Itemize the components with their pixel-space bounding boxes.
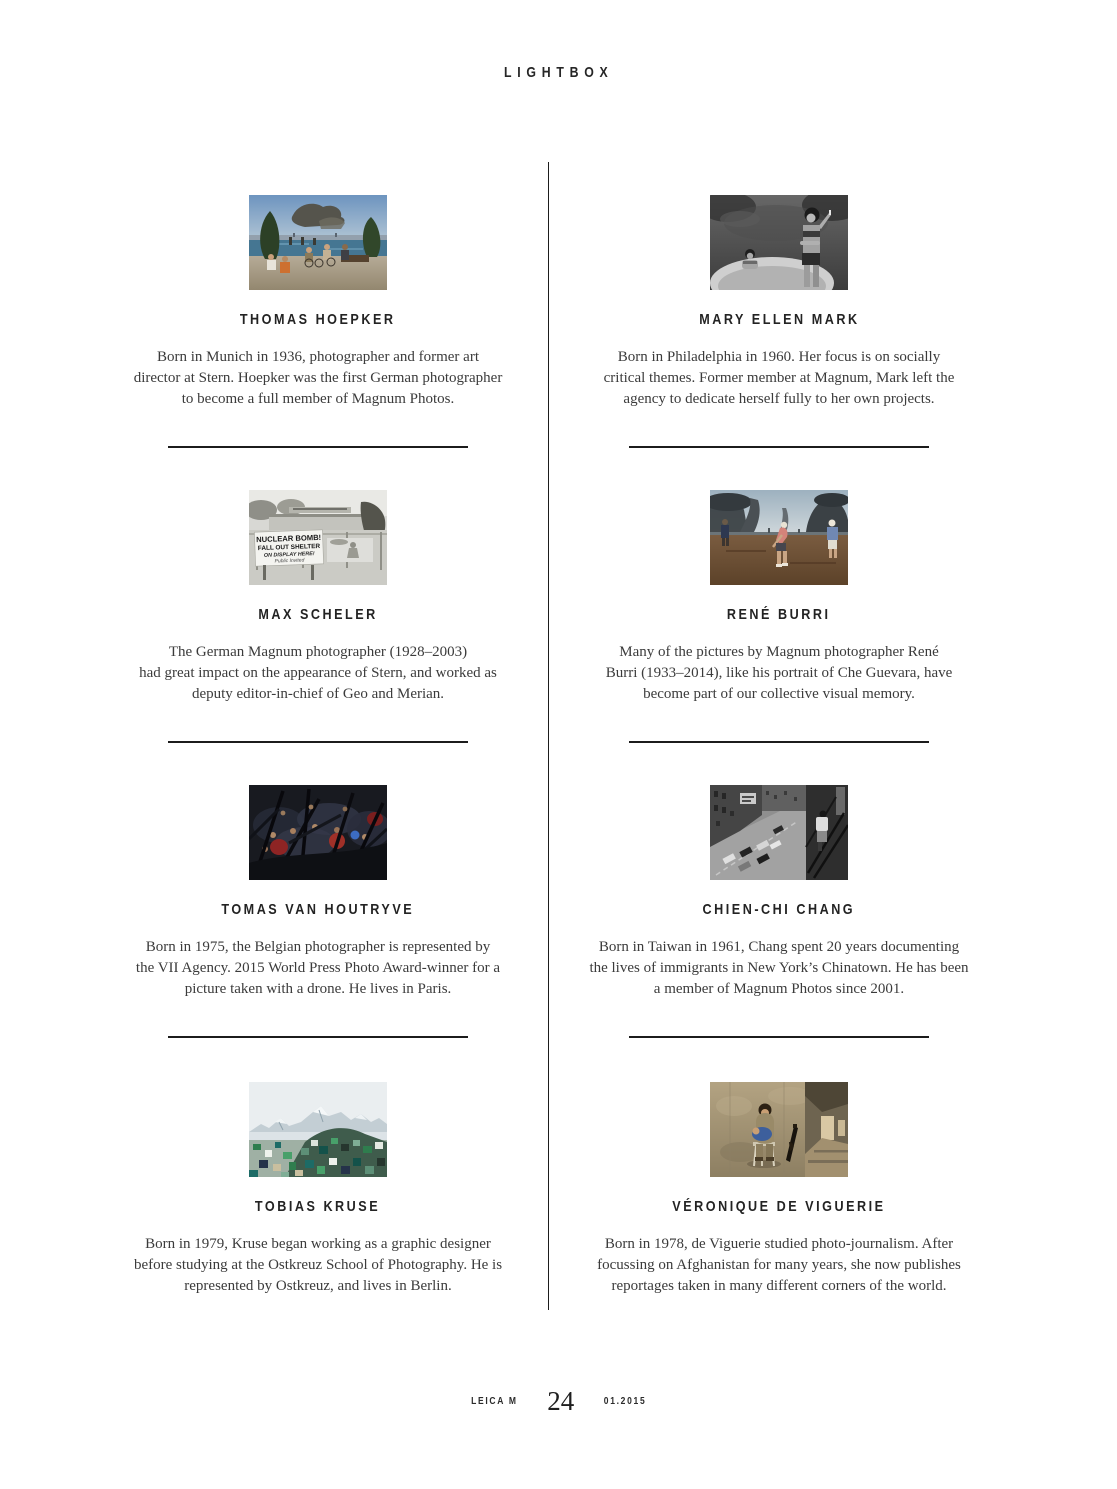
- photographer-bio: The German Magnum photographer (1928–2003) had great impact on the appearance of Stern, and worked as deputy editor-in-chief of Geo and Merian.: [139, 644, 497, 702]
- section-divider: [629, 1036, 929, 1038]
- sign-line: NUCLEAR BOMB!: [256, 532, 322, 545]
- sign-line: FALL OUT SHELTER: [257, 542, 321, 553]
- photographer-name: VÉRONIQUE DE VIGUERIE: [672, 1198, 886, 1215]
- section-divider: [168, 741, 468, 743]
- footer-brand: LEICA M: [470, 1396, 518, 1407]
- page-footer: [0, 1386, 1117, 1417]
- sign-line: ON DISPLAY HERE!: [263, 551, 315, 559]
- photographer-name: TOBIAS KRUSE: [255, 1198, 381, 1215]
- photo-max-scheler: [249, 490, 387, 585]
- entry-mary-ellen-mark: [549, 195, 1009, 410]
- photo-mary-ellen-mark: [710, 195, 848, 290]
- photo-tobias-kruse: [249, 1082, 387, 1177]
- photo-veronique-de-viguerie: [710, 1082, 848, 1177]
- entry-tobias-kruse: [88, 1082, 548, 1297]
- entry-max-scheler: [88, 490, 548, 705]
- photographer-bio: Born in Munich in 1936, photographer and former art director at Stern. Hoepker was the first German photographer to become a full member of Magnum Photos.: [133, 349, 503, 407]
- section-divider: [629, 741, 929, 743]
- photographer-name: CHIEN-CHI CHANG: [702, 901, 856, 918]
- photographer-name: TOMAS VAN HOUTRYVE: [221, 901, 415, 918]
- footer-page-number: 24: [547, 1386, 575, 1416]
- page-title: LIGHTBOX: [503, 64, 614, 81]
- photographer-bio: Born in 1978, de Viguerie studied photo-journalism. After focussing on Afghanistan for many years, she now publishes reportages taken in many different corners of the world.: [597, 1236, 961, 1294]
- photo-rene-burri: [710, 490, 848, 585]
- photographer-name: THOMAS HOEPKER: [240, 311, 396, 328]
- entry-veronique-de-viguerie: [549, 1082, 1009, 1297]
- section-divider: [629, 446, 929, 448]
- footer-issue: 01.2015: [604, 1396, 647, 1407]
- photo-thomas-hoepker: [249, 195, 387, 290]
- entry-thomas-hoepker: [88, 195, 548, 410]
- photographer-bio: Born in 1979, Kruse began working as a graphic designer before studying at the Ostkreuz School of Photography. He is represented by Ostkreuz, and lives in Berlin.: [133, 1236, 503, 1294]
- sign-line: Public Invited: [274, 557, 305, 565]
- photographer-bio: Born in Taiwan in 1961, Chang spent 20 years documenting the lives of immigrants in New York’s Chinatown. He has been a member of Magnum Photos since 2001.: [589, 939, 969, 997]
- photographer-bio: Born in 1975, the Belgian photographer is represented by the VII Agency. 2015 World Press Photo Award-winner for a picture taken with a drone. He lives in Paris.: [135, 939, 501, 997]
- entry-chien-chi-chang: [549, 785, 1009, 1000]
- photographer-bio: Many of the pictures by Magnum photographer René Burri (1933–2014), like his portrait of Che Guevara, have become part of our collective visual memory.: [605, 644, 953, 702]
- section-divider: [168, 1036, 468, 1038]
- photographer-name: RENÉ BURRI: [727, 606, 831, 623]
- entry-tomas-van-houtryve: [88, 785, 548, 1000]
- photographer-bio: Born in Philadelphia in 1960. Her focus is on socially critical themes. Former member at Magnum, Mark left the agency to dedicate herself fully to her own projects.: [603, 349, 955, 407]
- photographer-name: MAX SCHELER: [258, 606, 378, 623]
- section-divider: [168, 446, 468, 448]
- entry-rene-burri: [549, 490, 1009, 705]
- photo-chien-chi-chang: [710, 785, 848, 880]
- photographer-name: MARY ELLEN MARK: [698, 311, 860, 328]
- photo-tomas-van-houtryve: [249, 785, 387, 880]
